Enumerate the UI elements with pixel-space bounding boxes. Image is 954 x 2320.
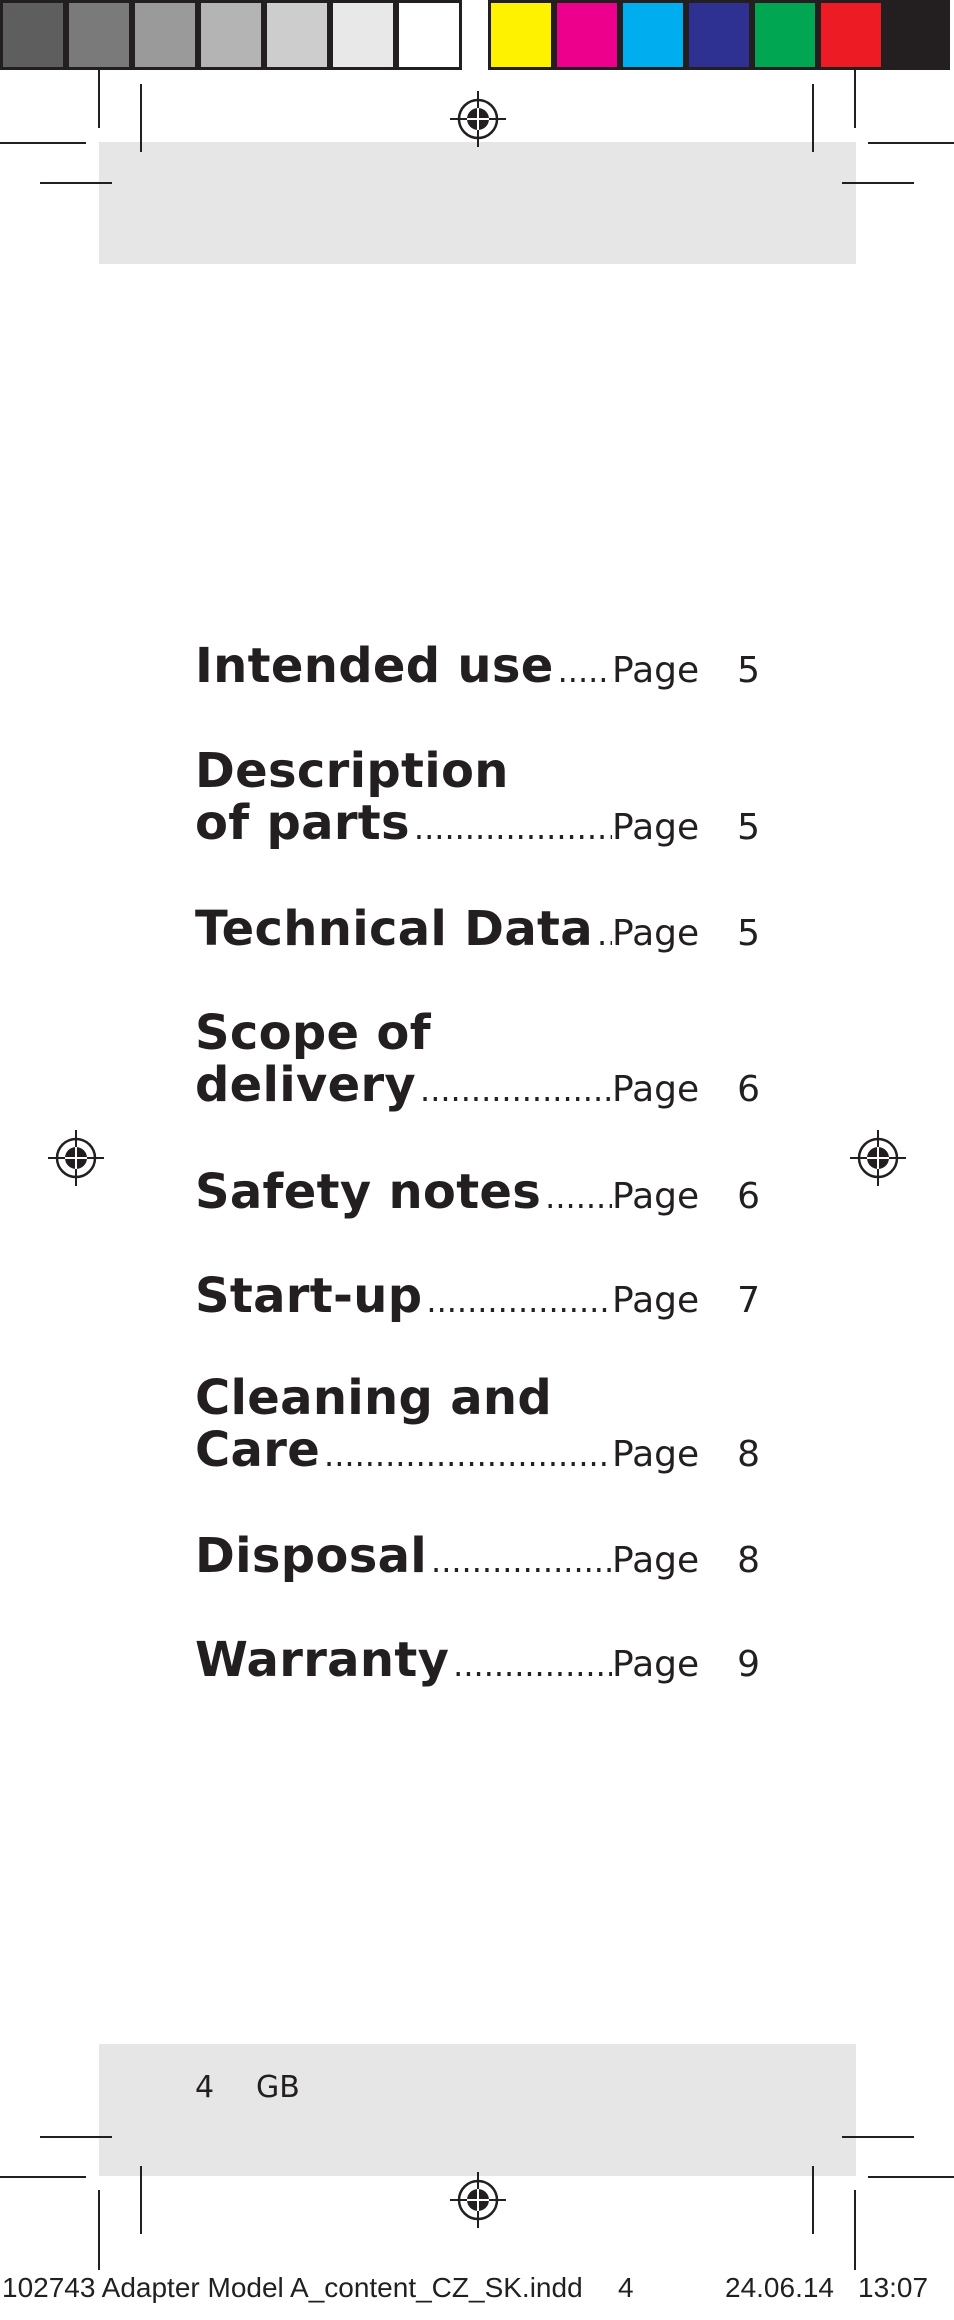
toc-entry[interactable]: [195, 1372, 760, 1481]
toc-title-line1: Description: [195, 743, 509, 799]
gray-swatch: [132, 0, 198, 70]
slug-filename: 102743 Adapter Model A_content_CZ_SK.indd: [2, 2272, 583, 2303]
registration-mark-icon: [850, 1130, 906, 1186]
toc-page-word: Page: [612, 913, 700, 954]
crop-mark: [0, 142, 86, 144]
toc-page-number: 8: [737, 1540, 760, 1581]
crop-mark: [854, 70, 856, 128]
toc-title: Disposal: [195, 1528, 428, 1584]
toc-entry[interactable]: [195, 1270, 760, 1327]
toc-entry[interactable]: [195, 640, 760, 697]
gray-swatch: [396, 0, 462, 70]
toc-page-word: Page: [612, 1644, 700, 1685]
toc-page-number: 6: [737, 1176, 760, 1217]
gray-swatch: [198, 0, 264, 70]
toc-leader: [426, 1275, 612, 1327]
slug-page: 4: [618, 2272, 634, 2303]
toc-title: Warranty: [195, 1632, 450, 1688]
toc-title-line1: Cleaning and: [195, 1370, 553, 1426]
gray-swatch: [0, 0, 66, 70]
crop-mark: [140, 2166, 142, 2234]
toc-entry[interactable]: [195, 1634, 760, 1691]
slug-date: 24.06.14: [725, 2272, 834, 2303]
crop-mark: [842, 182, 914, 184]
crop-mark: [98, 70, 100, 128]
toc-title: Intended use: [195, 638, 554, 694]
toc-page-word: Page: [612, 650, 700, 691]
toc-leader: [597, 908, 612, 960]
toc-page-number: 6: [737, 1069, 760, 1110]
footer-band: [99, 2044, 856, 2176]
toc-page-number: 5: [737, 807, 760, 848]
toc-page-word: Page: [612, 1069, 700, 1110]
toc-page-word: Page: [612, 807, 700, 848]
toc-entry[interactable]: [195, 745, 760, 854]
toc-page-word: Page: [612, 1176, 700, 1217]
slug-time: 13:07: [858, 2272, 929, 2303]
gray-swatch: [264, 0, 330, 70]
toc-title: delivery: [195, 1057, 417, 1113]
toc-entry[interactable]: [195, 1007, 760, 1116]
toc-page-number: 5: [737, 650, 760, 691]
toc-leader: [420, 1064, 612, 1116]
crop-mark: [40, 182, 112, 184]
toc-title: Care: [195, 1422, 321, 1478]
toc-leader: [558, 645, 612, 697]
crop-mark: [40, 2136, 112, 2138]
gray-scale-bar: [0, 0, 462, 70]
green-swatch: [752, 0, 818, 70]
toc-entry[interactable]: [195, 903, 760, 960]
crop-mark: [812, 84, 814, 152]
black-swatch: [884, 0, 950, 70]
crop-mark: [0, 2176, 86, 2178]
toc-page-word: Page: [612, 1434, 700, 1475]
toc-title: Technical Data: [195, 901, 593, 957]
toc-page-number: 7: [737, 1280, 760, 1321]
toc-title-line1: Scope of: [195, 1005, 431, 1061]
toc-page-number: 8: [737, 1434, 760, 1475]
toc-title: Start-up: [195, 1268, 423, 1324]
toc-entry[interactable]: [195, 1166, 760, 1223]
red-swatch: [818, 0, 884, 70]
toc-leader: [453, 1639, 612, 1691]
toc-leader: [431, 1535, 612, 1587]
crop-mark: [98, 2190, 100, 2270]
cyan-swatch: [620, 0, 686, 70]
registration-mark-icon: [48, 1130, 104, 1186]
footer-page-number: 4: [195, 2070, 215, 2105]
toc-page-number: 9: [737, 1644, 760, 1685]
toc-leader: [324, 1429, 612, 1481]
gray-swatch: [330, 0, 396, 70]
crop-mark: [140, 84, 142, 152]
toc-page-word: Page: [612, 1540, 700, 1581]
process-color-bar: [488, 0, 950, 70]
registration-mark-icon: [450, 91, 506, 147]
toc-page-number: 5: [737, 913, 760, 954]
crop-mark: [868, 142, 954, 144]
toc-title: of parts: [195, 795, 410, 851]
toc-leader: [414, 802, 612, 854]
header-band: [99, 142, 856, 264]
crop-mark: [868, 2176, 954, 2178]
footer-language: GB: [256, 2070, 300, 2105]
toc-title: Safety notes: [195, 1164, 542, 1220]
crop-mark: [812, 2166, 814, 2234]
blue-swatch: [686, 0, 752, 70]
crop-mark: [854, 2190, 856, 2270]
toc-entry[interactable]: [195, 1530, 760, 1587]
yellow-swatch: [488, 0, 554, 70]
toc-leader: [545, 1171, 612, 1223]
registration-mark-icon: [450, 2172, 506, 2228]
magenta-swatch: [554, 0, 620, 70]
toc-page-word: Page: [612, 1280, 700, 1321]
crop-mark: [842, 2136, 914, 2138]
gray-swatch: [66, 0, 132, 70]
